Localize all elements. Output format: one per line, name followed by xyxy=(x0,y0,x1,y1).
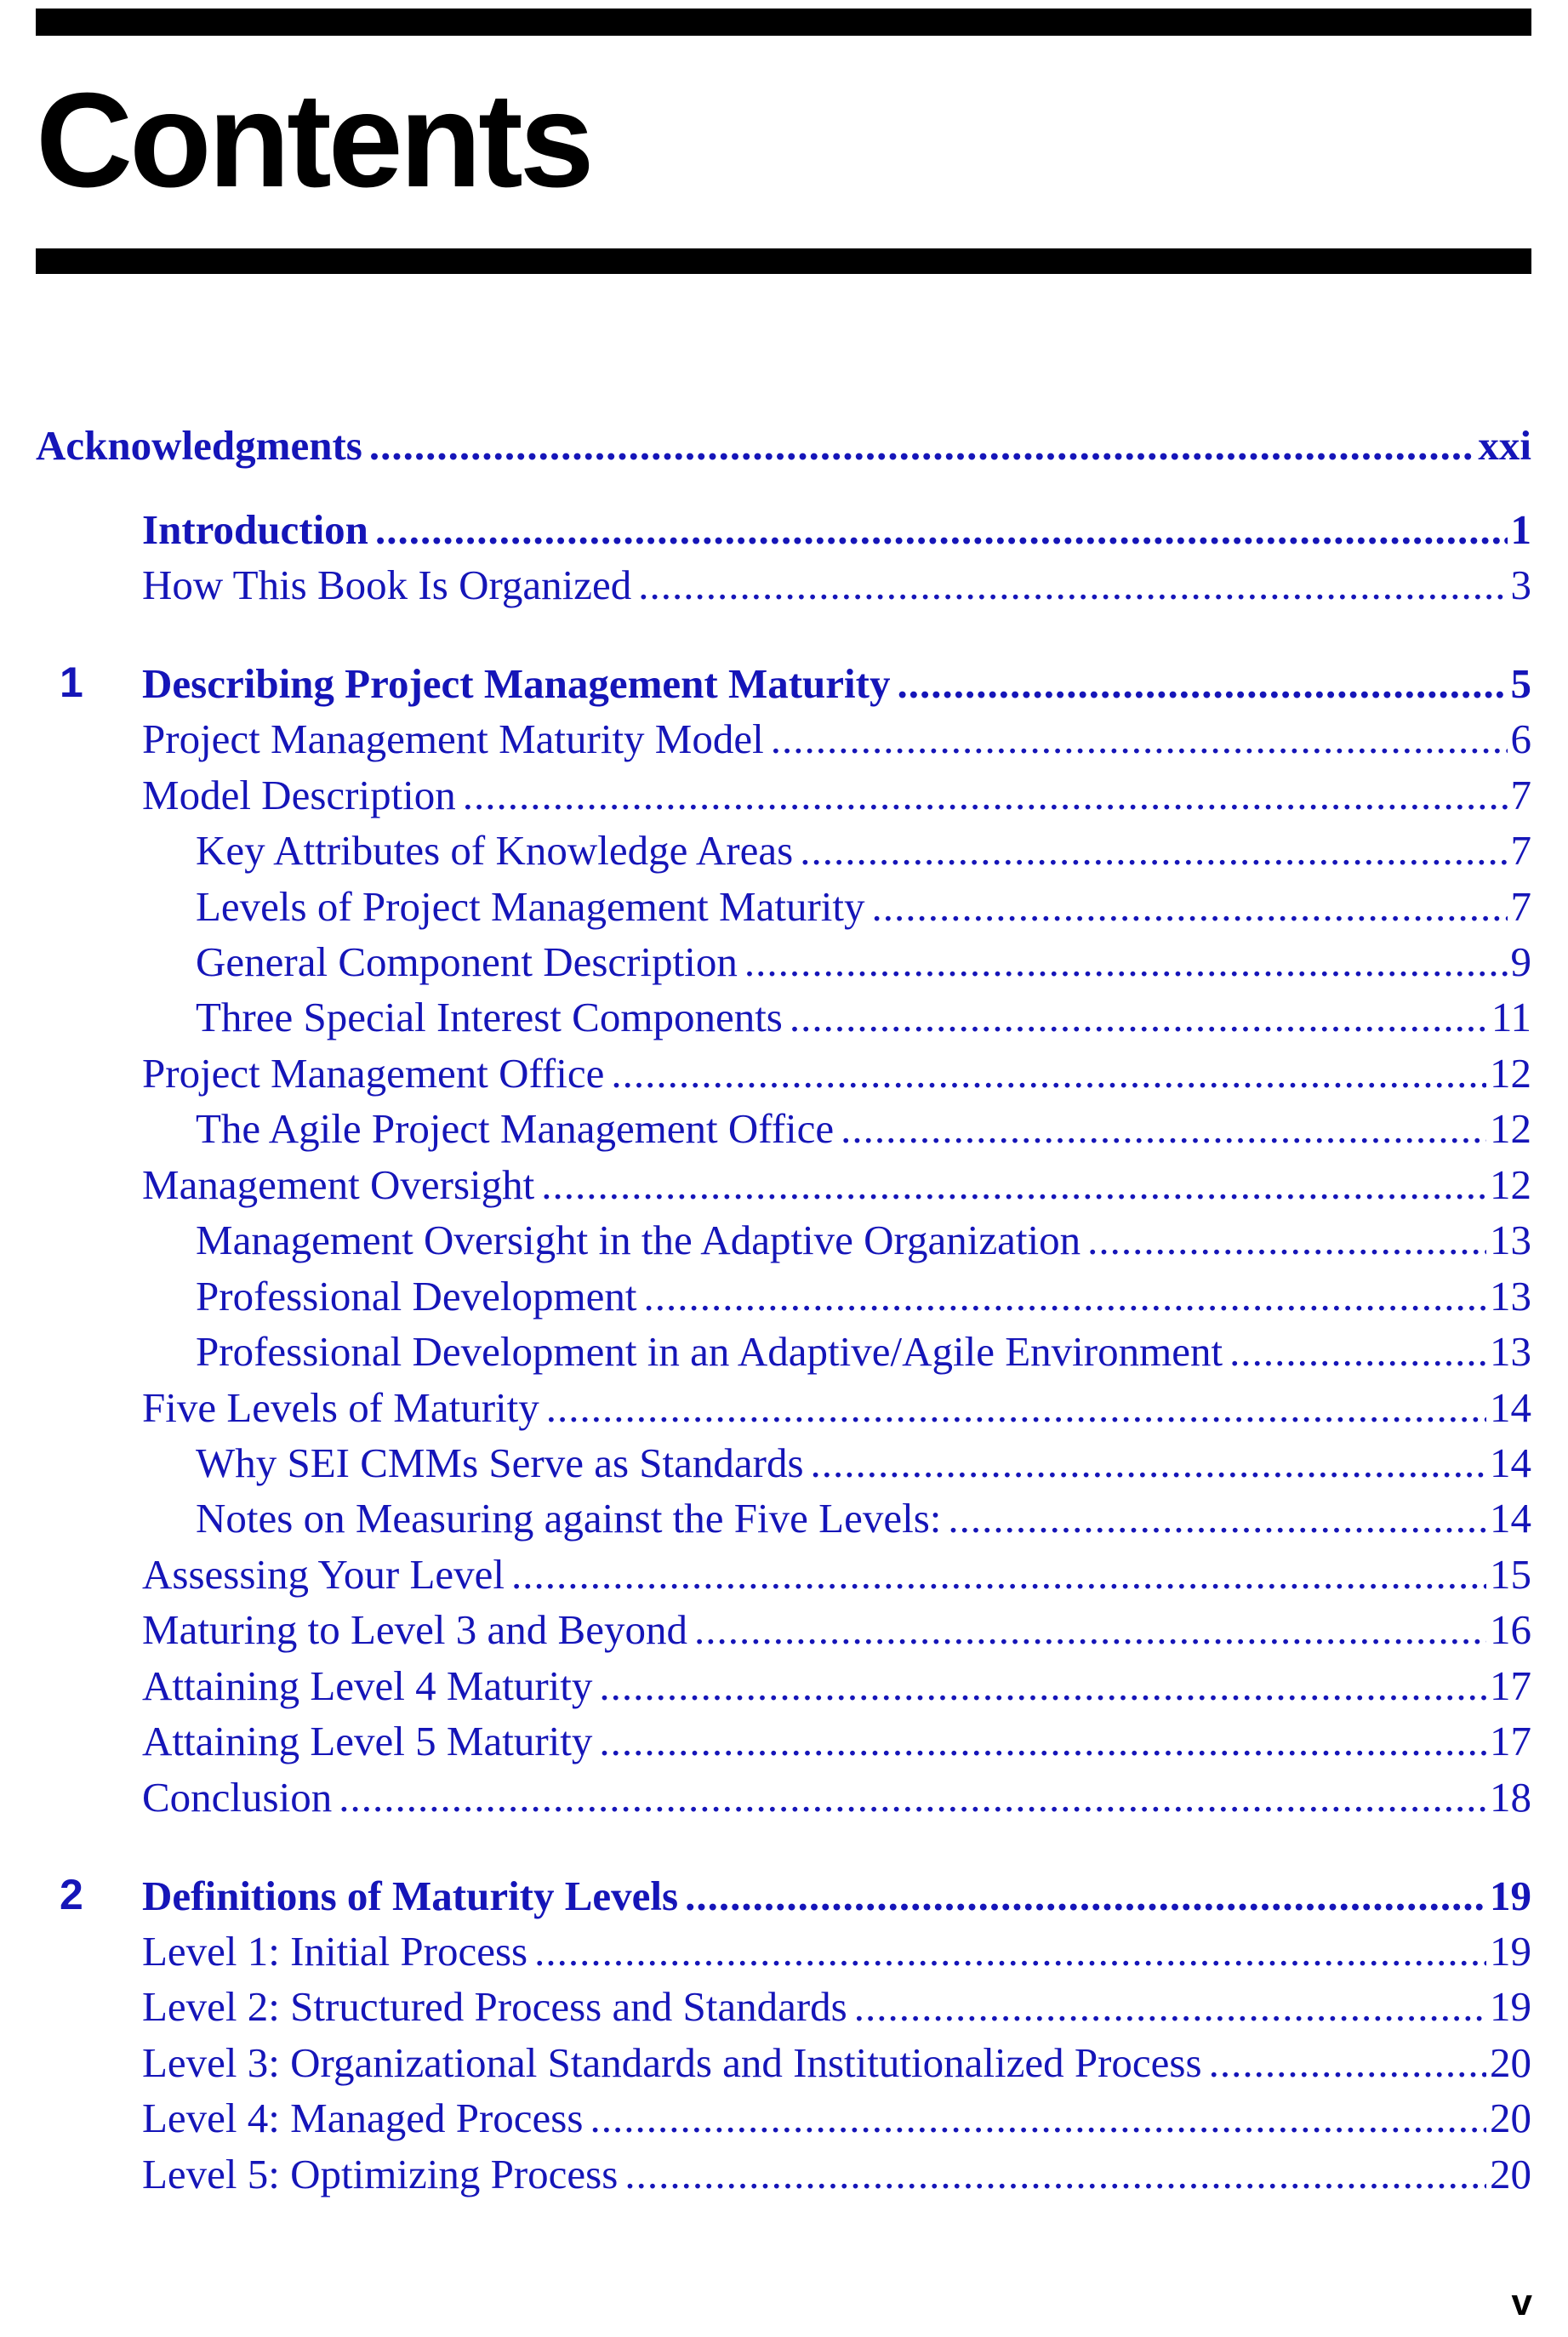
toc-subentry[interactable]: Key Attributes of Knowledge Areas ..... 7 xyxy=(196,824,1531,877)
dot-leader xyxy=(790,991,1488,1044)
toc-entry[interactable]: Model Description ..... 7 xyxy=(142,769,1531,822)
toc-entry[interactable]: Assessing Your Level ..... 15 xyxy=(142,1548,1531,1601)
dot-leader xyxy=(1087,1214,1486,1267)
dot-leader xyxy=(541,1159,1486,1211)
toc-entry[interactable]: Level 1: Initial Process ..... 19 xyxy=(142,1925,1531,1978)
dot-leader xyxy=(811,1437,1486,1490)
toc-subentry[interactable]: General Component Description ..... 9 xyxy=(196,936,1531,989)
dot-leader xyxy=(638,559,1507,612)
dot-leader xyxy=(624,2148,1486,2201)
toc-entry-introduction[interactable]: Introduction ..... 1 xyxy=(142,504,1531,556)
dot-leader xyxy=(744,936,1508,989)
toc-entry[interactable]: Maturing to Level 3 and Beyond ..... 16 xyxy=(142,1604,1531,1656)
dot-leader xyxy=(1209,2037,1486,2089)
toc-entry-how-this-book-is-organized[interactable]: How This Book Is Organized ..... 3 xyxy=(142,559,1531,612)
toc-chapter-1[interactable]: Describing Project Management Maturity ..... 5 xyxy=(142,658,1531,710)
dot-leader xyxy=(898,658,1508,710)
chapter-number: 2 xyxy=(60,1871,83,1918)
dot-leader xyxy=(599,1660,1486,1713)
dot-leader xyxy=(948,1492,1486,1545)
dot-leader xyxy=(872,881,1508,933)
toc-subentry[interactable]: Professional Development ..... 13 xyxy=(196,1270,1531,1323)
toc-entry[interactable]: Level 2: Structured Process and Standards ..... 19 xyxy=(142,1981,1531,2033)
dot-leader xyxy=(546,1382,1486,1434)
dot-leader xyxy=(463,769,1508,822)
dot-leader xyxy=(854,1981,1486,2033)
dot-leader xyxy=(611,1047,1486,1100)
toc-entry-acknowledgments[interactable]: Acknowledgments ..... xxi xyxy=(36,419,1531,472)
toc-entry[interactable]: Attaining Level 4 Maturity ..... 17 xyxy=(142,1660,1531,1713)
dot-leader xyxy=(339,1771,1486,1824)
dot-leader xyxy=(1229,1325,1486,1378)
toc-entry[interactable]: Conclusion ..... 18 xyxy=(142,1771,1531,1824)
dot-leader xyxy=(534,1925,1486,1978)
toc-subentry[interactable]: Why SEI CMMs Serve as Standards ..... 14 xyxy=(196,1437,1531,1490)
dot-leader xyxy=(369,419,1475,472)
page-folio: v xyxy=(1511,2282,1532,2323)
toc-entry[interactable]: Project Management Maturity Model ..... 6 xyxy=(142,713,1531,766)
dot-leader xyxy=(375,504,1508,556)
dot-leader xyxy=(685,1870,1486,1923)
toc-entry[interactable]: Attaining Level 5 Maturity ..... 17 xyxy=(142,1715,1531,1768)
dot-leader xyxy=(771,713,1508,766)
toc-subentry[interactable]: Management Oversight in the Adaptive Organization ..... 13 xyxy=(196,1214,1531,1267)
dot-leader xyxy=(599,1715,1486,1768)
toc-subentry[interactable]: Three Special Interest Components ..... 11 xyxy=(196,991,1531,1044)
toc-entry[interactable]: Five Levels of Maturity ..... 14 xyxy=(142,1382,1531,1434)
toc-subentry[interactable]: Professional Development in an Adaptive/Agile Environment ..... 13 xyxy=(196,1325,1531,1378)
dot-leader xyxy=(643,1270,1486,1323)
page-title: Contents xyxy=(36,66,591,215)
dot-leader xyxy=(800,824,1507,877)
toc-entry[interactable]: Level 3: Organizational Standards and Institutionalized Process ..... 20 xyxy=(142,2037,1531,2089)
toc-chapter-2[interactable]: Definitions of Maturity Levels ..... 19 xyxy=(142,1870,1531,1923)
chapter-number: 1 xyxy=(60,658,83,706)
toc-entry[interactable]: Project Management Office ..... 12 xyxy=(142,1047,1531,1100)
toc-subentry[interactable]: The Agile Project Management Office ..... 12 xyxy=(196,1103,1531,1155)
toc-entry[interactable]: Level 4: Managed Process ..... 20 xyxy=(142,2092,1531,2145)
dot-leader xyxy=(590,2092,1486,2145)
toc-subentry[interactable]: Levels of Project Management Maturity ..... 7 xyxy=(196,881,1531,933)
toc-entry[interactable]: Management Oversight ..... 12 xyxy=(142,1159,1531,1211)
dot-leader xyxy=(511,1548,1486,1601)
dot-leader xyxy=(694,1604,1486,1656)
toc-subentry[interactable]: Notes on Measuring against the Five Levels: ..... 14 xyxy=(196,1492,1531,1545)
dot-leader xyxy=(841,1103,1486,1155)
toc-entry[interactable]: Level 5: Optimizing Process ..... 20 xyxy=(142,2148,1531,2201)
